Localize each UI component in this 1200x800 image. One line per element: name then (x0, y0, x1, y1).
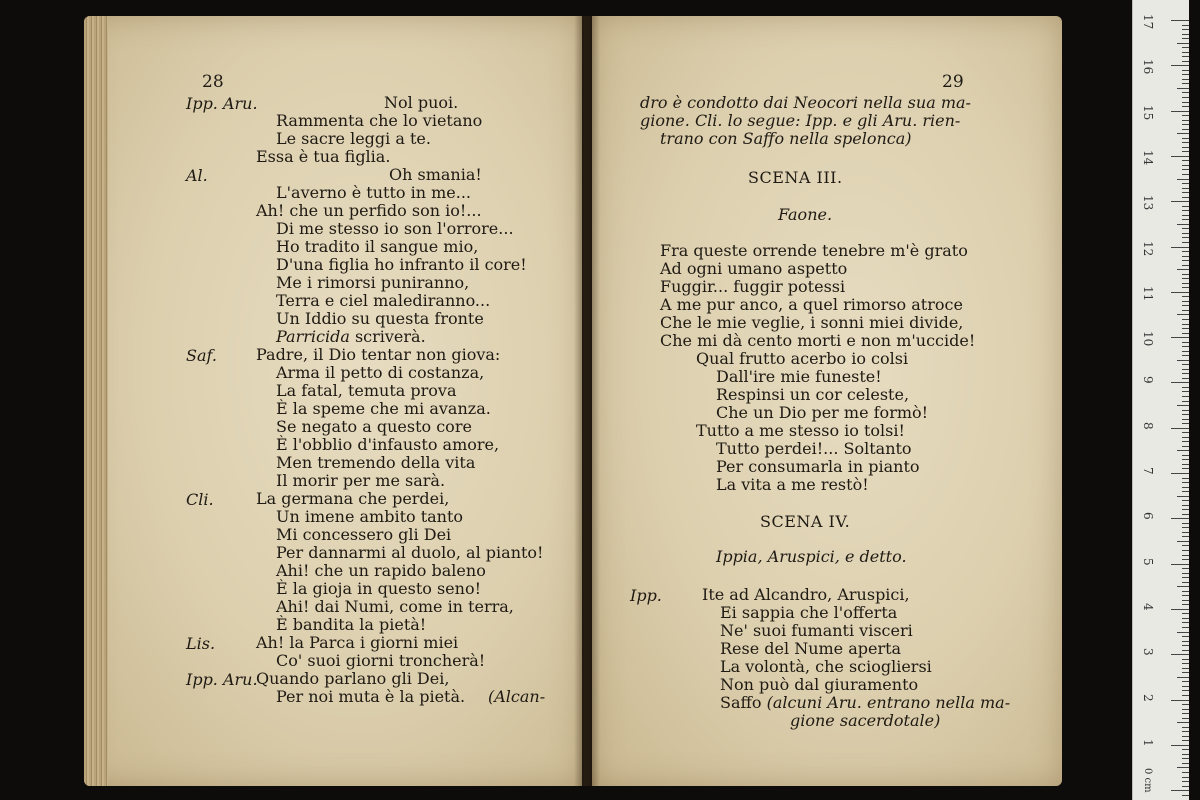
ruler-tick (1182, 437, 1189, 438)
verse-line: Di me stesso io son l'orrore... (276, 219, 514, 238)
ruler-tick (1182, 681, 1189, 682)
speaker-label: Cli. (186, 490, 214, 509)
verse-line (276, 328, 426, 346)
verse-line: Rammenta che lo vietano (276, 111, 483, 130)
ruler-tick (1182, 61, 1189, 62)
speaker-label: Al. (186, 166, 208, 185)
ruler-tick (1177, 541, 1189, 542)
ruler-tick (1177, 722, 1189, 723)
verse-line: Un Iddio su questa fronte (276, 309, 484, 328)
verse-line: Ahi! che un rapido baleno (276, 561, 486, 580)
verse-line: Ho tradito il sangue mio, (276, 237, 479, 256)
ruler-tick (1182, 772, 1189, 773)
ruler-tick (1182, 79, 1189, 80)
speaker-label: Saf. (186, 346, 217, 365)
book-gutter (574, 16, 600, 786)
ruler-tick (1171, 156, 1189, 157)
ruler-tick (1171, 428, 1189, 429)
ruler-tick (1182, 151, 1189, 152)
scene-heading: SCENA III. (748, 168, 843, 187)
ruler-tick (1182, 500, 1189, 501)
verse-line: Arma il petto di costanza, (276, 363, 485, 382)
ruler-tick (1182, 160, 1189, 161)
ruler-tick (1182, 749, 1189, 750)
ruler-tick (1182, 319, 1189, 320)
ruler-tick (1182, 237, 1189, 238)
ruler-tick (1182, 446, 1189, 447)
verse-line: Men tremendo della vita (276, 453, 476, 472)
ruler-tick (1182, 287, 1189, 288)
ruler-tick (1182, 754, 1189, 755)
verse-line: D'una figlia ho infranto il core! (276, 255, 527, 274)
ruler-tick (1182, 70, 1189, 71)
ruler-tick (1177, 269, 1189, 270)
ruler-tick (1182, 260, 1189, 261)
ruler-tick (1182, 613, 1189, 614)
ruler-number: 12 (1141, 240, 1155, 256)
verse-line: Quando parlano gli Dei, (256, 669, 450, 688)
ruler-number: 14 (1141, 149, 1155, 166)
verse-line: Fuggir... fuggir potessi (660, 277, 846, 296)
ruler-tick (1182, 455, 1189, 456)
ruler-tick (1182, 56, 1189, 57)
verse-line: Ah! la Parca i giorni miei (256, 633, 459, 652)
stage-direction: trano con Saffo nella spelonca) (660, 129, 912, 148)
ruler-tick (1182, 192, 1189, 193)
ruler-tick (1182, 251, 1189, 252)
ruler-tick (1182, 401, 1189, 402)
ruler-tick (1182, 283, 1189, 284)
ruler-tick (1182, 102, 1189, 103)
ruler-tick (1182, 464, 1189, 465)
ruler-tick (1182, 387, 1189, 388)
ruler-tick (1182, 219, 1189, 220)
verse-line: A me pur anco, a quel rimorso atroce (660, 295, 963, 314)
ruler-tick (1182, 709, 1189, 710)
verse-line: Tutto perdei!... Soltanto (716, 439, 912, 458)
ruler-tick (1182, 627, 1189, 628)
verse-line: Ite ad Alcandro, Aruspici, (702, 585, 910, 604)
ruler-tick (1182, 545, 1189, 546)
ruler-tick (1182, 265, 1189, 266)
ruler-tick (1182, 296, 1189, 297)
verse-line: Mi concessero gli Dei (276, 525, 452, 544)
ruler-tick (1182, 106, 1189, 107)
ruler-tick (1182, 713, 1189, 714)
ruler-tick (1182, 559, 1189, 560)
verse-line: La volontà, che sciogliersi (720, 657, 932, 676)
ruler-tick (1182, 210, 1189, 211)
ruler-tick (1182, 206, 1189, 207)
ruler-tick (1182, 301, 1189, 302)
ruler-tick (1182, 704, 1189, 705)
ruler-tick (1182, 595, 1189, 596)
ruler-tick (1182, 491, 1189, 492)
ruler-tick (1182, 328, 1189, 329)
speaker-label: Ipp. (630, 586, 662, 605)
ruler-tick (1182, 414, 1189, 415)
verse-line (720, 694, 1010, 712)
verse-line: Rese del Nume aperta (720, 639, 902, 658)
verse-line: Essa è tua figlia. (256, 147, 391, 166)
stage-direction: (Alcan- (488, 687, 546, 706)
measuring-ruler (1132, 0, 1189, 800)
verse-line: È l'obblio d'infausto amore, (276, 435, 500, 454)
ruler-tick (1182, 618, 1189, 619)
ruler-tick (1182, 256, 1189, 257)
ruler-tick (1182, 278, 1189, 279)
ruler-tick (1182, 690, 1189, 691)
ruler-tick (1182, 124, 1189, 125)
verse-line: Ne' suoi fumanti visceri (720, 621, 913, 640)
verse-line: Nol puoi. (384, 93, 459, 112)
ruler-tick (1182, 52, 1189, 53)
ruler-tick (1182, 695, 1189, 696)
ruler-tick (1171, 65, 1189, 66)
ruler-tick (1182, 129, 1189, 130)
verse-line: Respinsi un cor celeste, (716, 385, 910, 404)
ruler-tick (1182, 120, 1189, 121)
ruler-number: 6 (1141, 512, 1155, 520)
verse-line: È la speme che mi avanza. (276, 399, 491, 418)
ruler-tick (1171, 111, 1189, 112)
ruler-tick (1182, 514, 1189, 515)
stage-direction: gione sacerdotale) (790, 711, 941, 730)
ruler-tick (1177, 632, 1189, 633)
verse-line: Che un Dio per me formò! (716, 403, 929, 422)
ruler-tick (1177, 405, 1189, 406)
ruler-tick (1182, 242, 1189, 243)
ruler-tick (1182, 672, 1189, 673)
ruler-number: 4 (1141, 602, 1155, 611)
verse-line: Qual frutto acerbo io colsi (696, 349, 909, 368)
ruler-tick (1171, 292, 1189, 293)
ruler-tick (1182, 29, 1189, 30)
verse-line: È la gioja in questo seno! (276, 579, 482, 598)
ruler-number: 8 (1141, 421, 1155, 430)
verse-line: Le sacre leggi a te. (276, 129, 431, 148)
ruler-tick (1182, 505, 1189, 506)
ruler-tick (1171, 382, 1189, 383)
ruler-tick (1182, 147, 1189, 148)
ruler-tick (1182, 527, 1189, 528)
ruler-number: 15 (1141, 104, 1155, 120)
ruler-tick (1182, 622, 1189, 623)
ruler-tick (1171, 247, 1189, 248)
ruler-tick (1182, 523, 1189, 524)
ruler-tick (1182, 740, 1189, 741)
ruler-tick (1182, 550, 1189, 551)
ruler-tick (1177, 224, 1189, 225)
ruler-tick (1171, 745, 1189, 746)
ruler-tick (1182, 233, 1189, 234)
ruler-tick (1171, 654, 1189, 655)
ruler-tick (1182, 731, 1189, 732)
ruler-tick (1182, 324, 1189, 325)
ruler-tick (1182, 536, 1189, 537)
ruler-tick (1182, 373, 1189, 374)
ruler-tick (1177, 360, 1189, 361)
ruler-tick (1182, 419, 1189, 420)
ruler-number: 16 (1141, 59, 1155, 75)
verse-line: Tutto a me stesso io tolsi! (696, 421, 905, 440)
verse-line: Per noi muta è la pietà. (276, 687, 466, 706)
ruler-tick (1177, 88, 1189, 89)
ruler-tick (1182, 532, 1189, 533)
ruler-tick (1182, 274, 1189, 275)
ruler-tick (1182, 650, 1189, 651)
ruler-tick (1182, 183, 1189, 184)
stage-direction: dro è condotto dai Neocori nella sua ma- (640, 93, 971, 112)
ruler-tick (1182, 718, 1189, 719)
ruler-tick (1182, 169, 1189, 170)
ruler-tick (1182, 736, 1189, 737)
ruler-tick (1182, 342, 1189, 343)
ruler-tick (1182, 600, 1189, 601)
ruler-tick (1182, 38, 1189, 39)
ruler-tick (1182, 25, 1189, 26)
ruler-tick (1182, 763, 1189, 764)
ruler-tick (1171, 790, 1189, 791)
ruler-tick (1182, 478, 1189, 479)
verse-line: Ah! che un perfido son io!... (256, 201, 482, 220)
stage-direction: gione. Cli. lo segue: Ipp. e gli Aru. rien- (640, 111, 961, 130)
speaker-label: Ipp. Aru. (186, 94, 258, 113)
ruler-tick (1182, 346, 1189, 347)
verse-line: Ahi! dai Numi, come in terra, (276, 597, 514, 616)
verse-line: È bandita la pietà! (276, 615, 427, 634)
ruler-number: 10 (1141, 331, 1155, 347)
verse-italic-word: Parricida (276, 327, 350, 346)
ruler-tick (1182, 659, 1189, 660)
ruler-tick (1182, 355, 1189, 356)
ruler-tick (1182, 174, 1189, 175)
speaker-label: Ipp. Aru. (186, 670, 258, 689)
ruler-tick (1177, 496, 1189, 497)
ruler-tick (1182, 509, 1189, 510)
ruler-tick (1177, 314, 1189, 315)
ruler-tick (1182, 591, 1189, 592)
verse-word: scriverà. (354, 327, 426, 346)
page-number-left: 28 (202, 72, 224, 92)
ruler-number: 9 (1141, 376, 1155, 385)
ruler-tick (1182, 410, 1189, 411)
ruler-tick (1182, 555, 1189, 556)
ruler-tick (1182, 487, 1189, 488)
ruler-tick (1182, 34, 1189, 35)
verse-line: Padre, il Dio tentar non giova: (256, 345, 501, 364)
ruler-tick (1182, 423, 1189, 424)
ruler-tick (1182, 577, 1189, 578)
verse-line: Fra queste orrende tenebre m'è grato (660, 241, 968, 260)
ruler-tick (1182, 333, 1189, 334)
ruler-tick (1182, 351, 1189, 352)
ruler-tick (1182, 142, 1189, 143)
ruler-tick (1182, 165, 1189, 166)
ruler-tick (1182, 468, 1189, 469)
ruler-tick (1182, 758, 1189, 759)
ruler-tick (1182, 138, 1189, 139)
ruler-tick (1182, 396, 1189, 397)
verse-line: Non può dal giuramento (720, 675, 919, 694)
ruler-number: 13 (1141, 195, 1155, 211)
ruler-tick (1182, 74, 1189, 75)
ruler-tick (1182, 482, 1189, 483)
ruler-tick (1182, 215, 1189, 216)
ruler-tick (1182, 582, 1189, 583)
ruler-tick (1177, 43, 1189, 44)
ruler-number: 2 (1141, 693, 1155, 702)
ruler-tick (1182, 432, 1189, 433)
ruler-tick (1182, 47, 1189, 48)
scene-heading: SCENA IV. (760, 512, 851, 531)
ruler-tick (1182, 459, 1189, 460)
ruler-tick (1171, 201, 1189, 202)
ruler-tick (1182, 188, 1189, 189)
ruler-tick (1182, 305, 1189, 306)
ruler-tick (1182, 686, 1189, 687)
stage-direction: (alcuni Aru. entrano nella ma- (766, 693, 1011, 712)
ruler-tick (1177, 133, 1189, 134)
ruler-tick (1182, 83, 1189, 84)
ruler-number: 17 (1141, 14, 1155, 30)
ruler-tick (1171, 609, 1189, 610)
verse-line: Se negato a questo core (276, 417, 472, 436)
scene-characters: Ippia, Aruspici, e detto. (716, 547, 907, 566)
ruler-number: 5 (1141, 557, 1155, 566)
ruler-tick (1182, 97, 1189, 98)
ruler-tick (1182, 197, 1189, 198)
ruler-tick (1171, 564, 1189, 565)
verse-line: Co' suoi giorni troncherà! (276, 651, 486, 670)
ruler-tick (1182, 795, 1189, 796)
ruler-tick (1177, 586, 1189, 587)
verse-line: Un imene ambito tanto (276, 507, 464, 526)
ruler-number: 7 (1141, 467, 1155, 475)
ruler-tick (1182, 781, 1189, 782)
ruler-tick (1171, 518, 1189, 519)
verse-line: Dall'ire mie funeste! (716, 367, 882, 386)
verse-line: Oh smania! (389, 165, 482, 184)
verse-line: Il morir per me sarà. (276, 471, 446, 490)
ruler-number: 3 (1141, 648, 1155, 656)
ruler-tick (1182, 310, 1189, 311)
verse-line: La germana che perdei, (256, 489, 450, 508)
ruler-tick (1182, 573, 1189, 574)
ruler-tick (1182, 668, 1189, 669)
ruler-tick (1177, 677, 1189, 678)
ruler-tick (1182, 378, 1189, 379)
verse-line: Terra e ciel malediranno... (276, 291, 491, 310)
ruler-tick (1177, 767, 1189, 768)
ruler-tick (1177, 179, 1189, 180)
ruler-tick (1182, 568, 1189, 569)
scene-characters: Faone. (778, 205, 833, 224)
ruler-number: 11 (1141, 285, 1155, 302)
ruler-tick (1182, 604, 1189, 605)
ruler-tick (1177, 450, 1189, 451)
verse-line: Ad ogni umano aspetto (660, 259, 848, 278)
ruler-tick (1171, 700, 1189, 701)
open-book (84, 16, 1064, 786)
ruler-tick (1182, 636, 1189, 637)
ruler-tick (1182, 663, 1189, 664)
ruler-number: 1 (1141, 738, 1155, 747)
ruler-tick (1182, 786, 1189, 787)
verse-line: Per dannarmi al duolo, al pianto! (276, 543, 544, 562)
verse-line: Che le mie veglie, i sonni miei divide, (660, 313, 964, 332)
verse-line: L'averno è tutto in me... (276, 183, 472, 202)
ruler-tick (1182, 641, 1189, 642)
ruler-tick (1182, 369, 1189, 370)
ruler-tick (1182, 364, 1189, 365)
verse-line: Ei sappia che l'offerta (720, 603, 898, 622)
ruler-tick (1182, 228, 1189, 229)
speaker-label: Lis. (186, 634, 216, 653)
ruler-tick (1182, 92, 1189, 93)
verse-line: La fatal, temuta prova (276, 381, 457, 400)
ruler-tick (1182, 391, 1189, 392)
page-edges (84, 16, 108, 786)
verse-line: Per consumarla in pianto (716, 457, 920, 476)
ruler-tick (1182, 777, 1189, 778)
verse-word: Saffo (720, 693, 762, 712)
ruler-tick (1182, 441, 1189, 442)
ruler-tick (1171, 473, 1189, 474)
verse-line: Me i rimorsi puniranno, (276, 273, 470, 292)
ruler-tick (1171, 20, 1189, 21)
page-number-right: 29 (942, 72, 964, 92)
verse-line: Che mi dà cento morti e non m'uccide! (660, 331, 976, 350)
ruler-tick (1182, 115, 1189, 116)
ruler-tick (1171, 337, 1189, 338)
ruler-unit-label: 0 cm (1142, 768, 1153, 793)
ruler-tick (1182, 645, 1189, 646)
verse-line: La vita a me restò! (716, 475, 869, 494)
ruler-tick (1182, 727, 1189, 728)
